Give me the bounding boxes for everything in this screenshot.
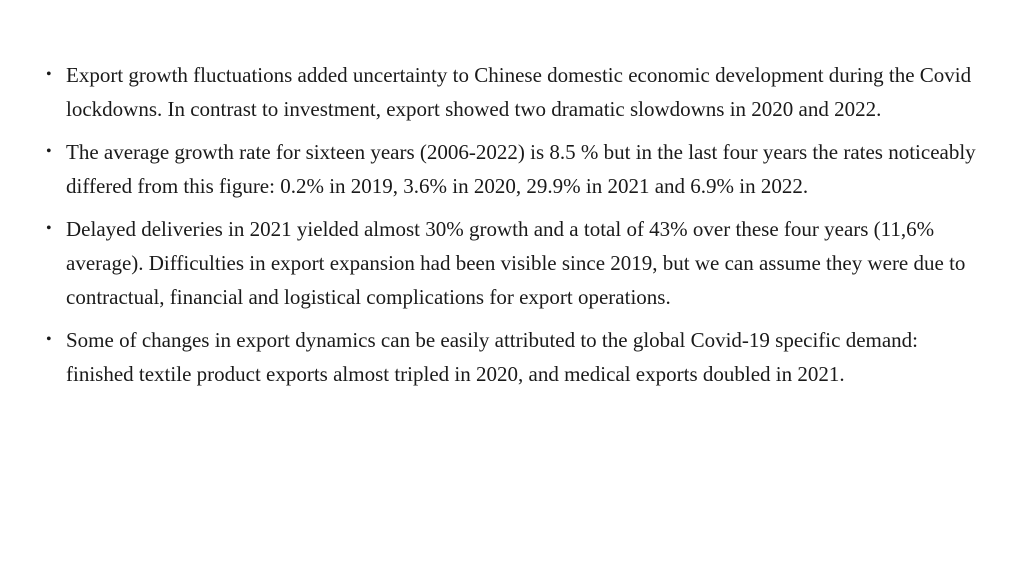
bullet-marker: • bbox=[46, 331, 52, 348]
bullet-text: Some of changes in export dynamics can be easily attributed to the global Covid-19 specific demand: finished textile product exports almost tripled in 2020, and medical exports doubled in 2021. bbox=[66, 328, 919, 386]
bullet-text: The average growth rate for sixteen years (2006-2022) is 8.5 % but in the last four years the rates noticeably differed from this figure: 0.2% in 2019, 3.6% in 2020, 29.9% in 2021 and 6.9% in 2022. bbox=[66, 140, 976, 198]
bullet-marker: • bbox=[46, 220, 52, 237]
bullet-marker: • bbox=[46, 143, 52, 160]
bullet-text: Export growth fluctuations added uncertainty to Chinese domestic economic development during the Covid lockdowns. In contrast to investment, export showed two dramatic slowdowns in 2020 and 2022. bbox=[66, 63, 972, 121]
bullet-list bbox=[44, 58, 984, 400]
bullet-item-export-fluctuations bbox=[44, 58, 984, 126]
bullet-item-export-dynamics bbox=[44, 323, 984, 391]
bullet-marker: • bbox=[46, 66, 52, 83]
bullet-text: Delayed deliveries in 2021 yielded almost 30% growth and a total of 43% over these four years (11,6% average). Difficulties in export expansion had been visible since 2019, but we can assume they were due to contractual, financial and logistical complications for export operations. bbox=[66, 217, 966, 309]
bullet-item-delayed-deliveries bbox=[44, 212, 984, 314]
bullet-item-average-growth bbox=[44, 135, 984, 203]
